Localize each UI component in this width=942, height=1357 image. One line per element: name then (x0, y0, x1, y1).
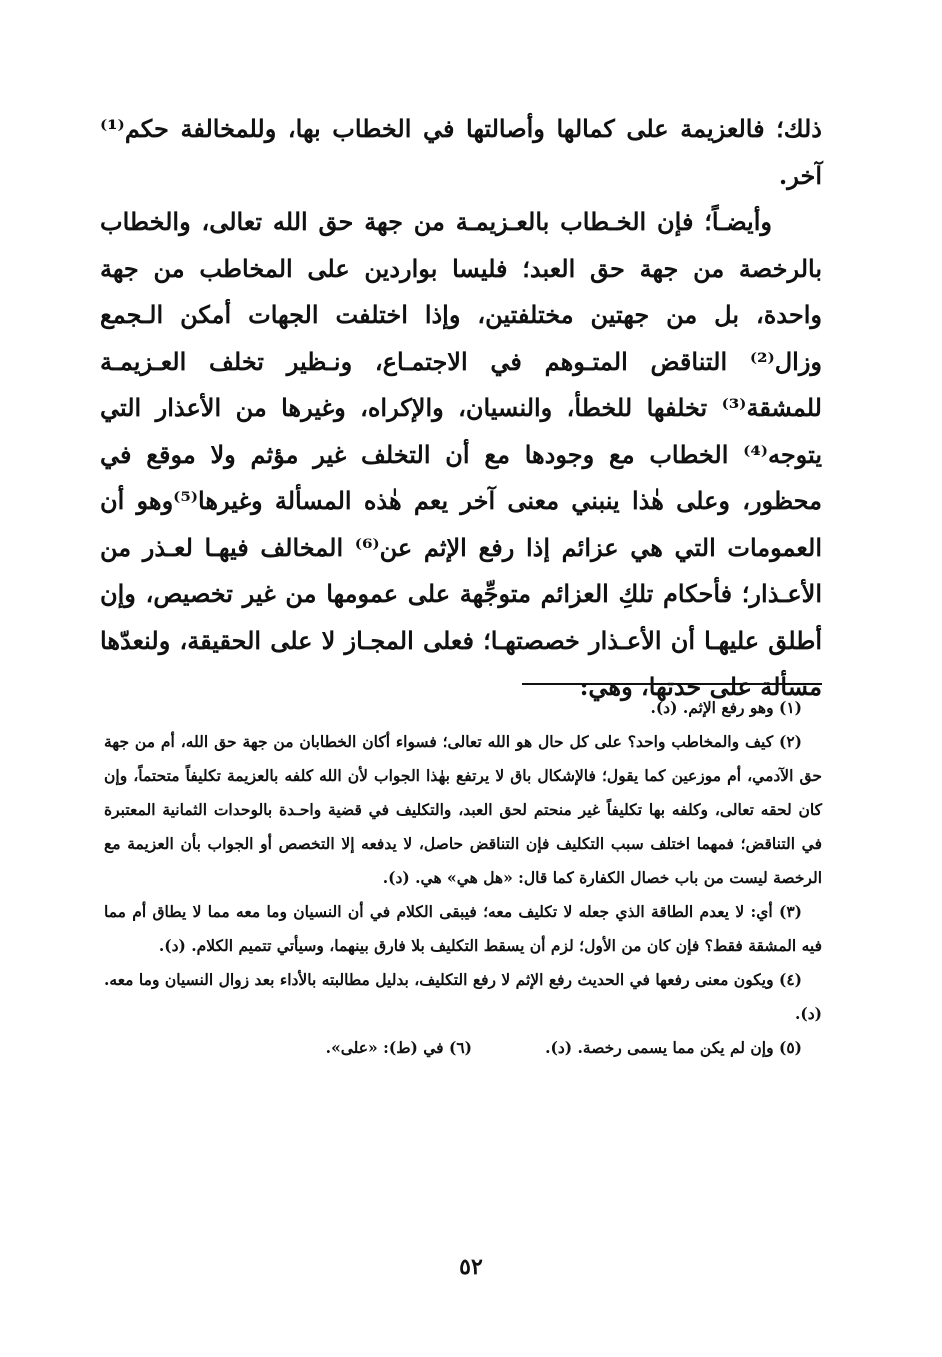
footnote-3: (٣) أي: لا يعدم الطاقة الذي جعله لا تكليف معه؛ فيبقى الكلام في أن النسيان وما معه مما لا يطاق أم مما فيه المشقة فقط؟ فإن كان من الأول؛ لزم أن يسقط التكليف بلا فارق بينهما، وسيأتي تتميم الكلام. (د). (104, 902, 822, 955)
footnote-row-5-6 (104, 1031, 822, 1065)
footnote-4: (٤) ويكون معنى رفعها في الحديث رفع الإثم لا رفع التكليف، بدليل مطالبته بالأداء بعد زوال النسيان وما معه. (د). (104, 970, 822, 1023)
footnote-6: (٦) في (ط): «على». (325, 1038, 472, 1057)
footnote-5: (٥) وإن لم يكن مما يسمى رخصة. (د). (545, 1038, 802, 1057)
main-text-block (100, 106, 822, 711)
main-paragraph-1: ذلك؛ فالعزيمة على كمالها وأصالتها في الخطاب بها، وللمخالفة حكم⁽¹⁾ آخر. (100, 114, 822, 190)
footnotes-block (104, 691, 822, 1065)
footnote-2: (٢) كيف والمخاطب واحد؟ على كل حال هو الله تعالى؛ فسواء أكان الخطابان من جهة حق الله، أم من جهة حق الآدمي، أم موزعين كما يقول؛ فالإشكال باق لا يرتفع بهٰذا الجواب لأن الله كلفه بالعزيمة تكليفاً متحتماً، وإن كان لحقه تعالى، وكلفه بها تكليفاً غير منحتم لحق العبد، والتكليف في قضية واحـدة بالوحدات الثمانية المعتبرة في التناقض؛ فمهما اختلف سبب التكليف فإن التناقض حاصل، لا يدفعه إلا التخصص أو الجواب بأن العزيمة مع الرخصة ليست من باب خصال الكفارة كما قال: «هل هي» هي. (د). (104, 732, 822, 887)
footnote-1: (١) وهو رفع الإثم. (د). (650, 698, 802, 717)
main-paragraph-2: وأيضـاً؛ فإن الخـطاب بالعـزيمـة من جهة حق الله تعالى، والخطاب بالرخصة من جهة حق العبد؛ فليسا بواردين على المخاطب من جهة واحدة، بل من جهتين مختلفتين، وإذا اختلفت الجهات أمكن الـجمع وزال⁽²⁾ التناقض المتـوهم في الاجتمـاع، ونـظير تخلف العـزيمـة للمشقة⁽³⁾ تخلفها للخطأ، والنسيان، والإكراه، وغيرها من الأعذار التي يتوجه⁽⁴⁾ الخطاب مع وجودها مع أن التخلف غير مؤثم ولا موقع في محظور، وعلى هٰذا ينبني معنى آخر يعم هٰذه المسألة وغيرها⁽⁵⁾وهو أن العمومات التي هي عزائم إذا رفع الإثم عن⁽⁶⁾ المخالف فيهـا لعـذر من الأعـذار؛ فأحكام تلكِ العزائم متوجِّهة على عمومها من غير تخصيص، وإن أطلق عليهـا أن الأعـذار خصصتهـا؛ فعلى المجـاز لا على الحقيقة، ولنعدّها مسألة على حدتها، وهي: (100, 207, 822, 701)
footnote-separator (522, 683, 822, 685)
page-number: ٥٢ (459, 1254, 483, 1280)
